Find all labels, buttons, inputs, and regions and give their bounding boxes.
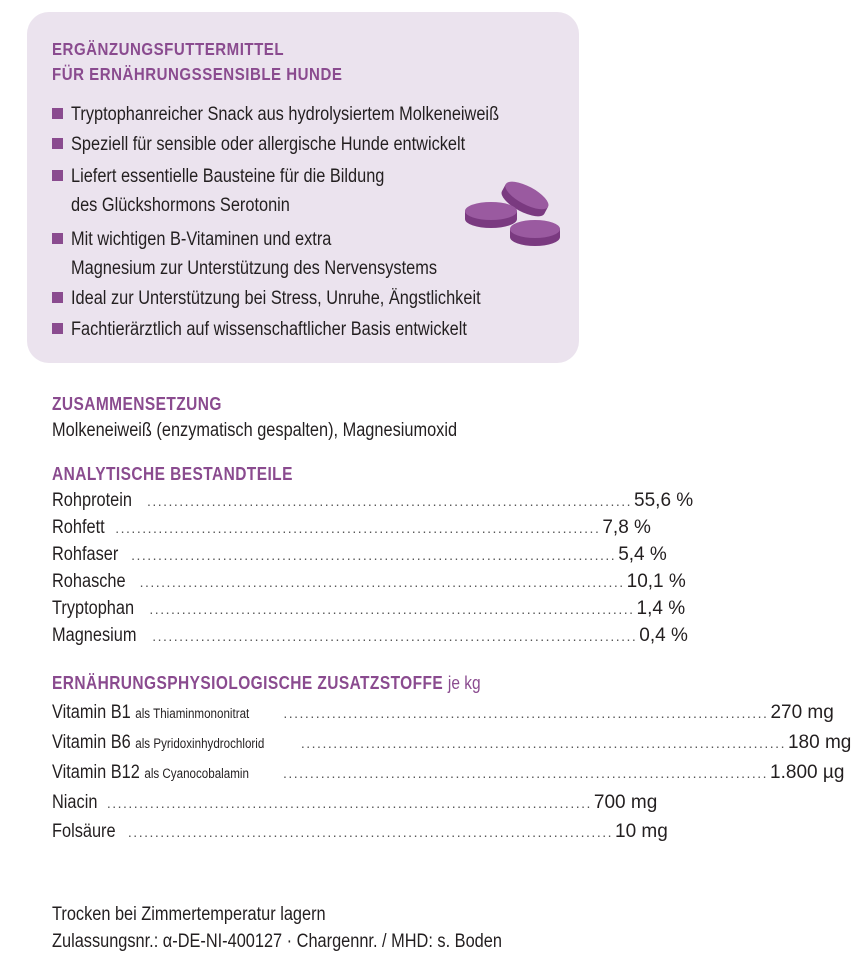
vitamin-source: als Pyridoxinhydrochlorid xyxy=(135,736,265,751)
row-value: 180 mg xyxy=(787,732,851,753)
row-name: Rohfaser xyxy=(52,544,119,565)
vitamin-source: als Thiaminmononitrat xyxy=(135,706,250,721)
row-value: 10,1 % xyxy=(626,571,686,592)
feature-text: Speziell für sensible oder allergische Hunde entwickelt xyxy=(71,134,466,155)
dot-leader: .......................................................................................... xyxy=(282,765,769,781)
row-value: 55,6 % xyxy=(634,490,694,511)
feature-text: Fachtierärztlich auf wissenschaftlicher Basis entwickelt xyxy=(71,319,467,340)
row-value: 7,8 % xyxy=(602,517,651,538)
feature-text-line2: Magnesium zur Unterstützung des Nervensystems xyxy=(71,258,437,279)
row-name xyxy=(52,789,97,817)
additives-title xyxy=(52,671,481,695)
additive-row xyxy=(52,729,851,757)
vitamin-name: Vitamin B1 xyxy=(52,702,131,723)
vitamin-name: Vitamin B12 xyxy=(52,762,140,783)
dot-leader: .......................................................................................... xyxy=(152,628,638,644)
analytic-row xyxy=(52,487,694,515)
row-value: 5,4 % xyxy=(618,544,667,565)
row-name xyxy=(52,818,116,846)
registration-note: Zulassungsnr.: α-DE-NI-400127 · Chargennr. / MHD: s. Boden xyxy=(52,931,502,952)
row-value: 1,4 % xyxy=(636,598,686,619)
row-name xyxy=(52,729,264,758)
box-title-line1: ERGÄNZUNGSFUTTERMITTEL xyxy=(52,39,285,59)
vitamin-name: Folsäure xyxy=(52,821,116,842)
feature-text: Liefert essentielle Bausteine für die Bildung xyxy=(71,166,385,187)
vitamin-source: als Cyanocobalamin xyxy=(144,766,249,781)
additives-title-text: ERNÄHRUNGSPHYSIOLOGISCHE ZUSATZSTOFFE xyxy=(52,673,444,693)
dot-leader: .......................................................................................... xyxy=(131,547,617,563)
dot-leader: .......................................................................................... xyxy=(106,795,592,811)
analytic-row xyxy=(52,595,686,623)
dot-leader: .......................................................................................... xyxy=(146,493,633,509)
bullet-square-icon xyxy=(52,170,63,181)
vitamin-name: Niacin xyxy=(52,792,98,813)
feature-text-line2: des Glückshormons Serotonin xyxy=(71,195,290,216)
bullet-square-icon xyxy=(52,108,63,119)
analytic-title: ANALYTISCHE BESTANDTEILE xyxy=(52,464,293,484)
storage-note: Trocken bei Zimmertemperatur lagern xyxy=(52,904,326,925)
dot-leader: .......................................................................................... xyxy=(283,705,769,721)
row-value: 0,4 % xyxy=(639,625,688,646)
row-name: Tryptophan xyxy=(52,598,135,619)
row-name: Rohasche xyxy=(52,571,126,592)
row-value: 1.800 µg xyxy=(770,762,845,783)
box-title xyxy=(52,37,362,87)
dot-leader: .......................................................................................... xyxy=(149,601,635,617)
row-value: 10 mg xyxy=(615,821,668,842)
analytic-row xyxy=(52,622,688,650)
row-name: Magnesium xyxy=(52,625,137,646)
row-value: 270 mg xyxy=(770,702,834,723)
bullet-square-icon xyxy=(52,323,63,334)
dot-leader: .......................................................................................... xyxy=(127,824,613,840)
feature-text: Mit wichtigen B-Vitaminen und extra xyxy=(71,229,332,250)
row-name: Rohprotein xyxy=(52,490,132,511)
additive-row xyxy=(52,789,658,817)
analytic-row xyxy=(52,541,667,569)
dot-leader: .......................................................................................... xyxy=(300,735,786,751)
dot-leader: .......................................................................................... xyxy=(139,574,625,590)
row-value: 700 mg xyxy=(593,792,658,813)
composition-text: Molkeneiweiß (enzymatisch gespalten), Magnesiumoxid xyxy=(52,420,458,441)
row-name xyxy=(52,759,249,788)
dot-leader: .......................................................................................... xyxy=(115,520,601,536)
bullet-square-icon xyxy=(52,233,63,244)
additive-row xyxy=(52,759,845,787)
vitamin-name: Vitamin B6 xyxy=(52,732,131,753)
additives-title-suffix: je kg xyxy=(447,673,481,693)
feature-text: Ideal zur Unterstützung bei Stress, Unruhe, Ängstlichkeit xyxy=(71,288,481,309)
additive-row xyxy=(52,818,668,846)
bullet-square-icon xyxy=(52,138,63,149)
analytic-row xyxy=(52,568,686,596)
feature-text: Tryptophanreicher Snack aus hydrolysiertem Molkeneiweiß xyxy=(71,104,500,125)
row-name xyxy=(52,699,249,728)
bullet-square-icon xyxy=(52,292,63,303)
row-name: Rohfett xyxy=(52,517,105,538)
additive-row xyxy=(52,699,834,727)
composition-title: ZUSAMMENSETZUNG xyxy=(52,394,222,414)
analytic-row xyxy=(52,514,651,542)
tablets-icon xyxy=(463,181,563,251)
box-title-line2: FÜR ERNÄHRUNGSSENSIBLE HUNDE xyxy=(52,64,343,84)
